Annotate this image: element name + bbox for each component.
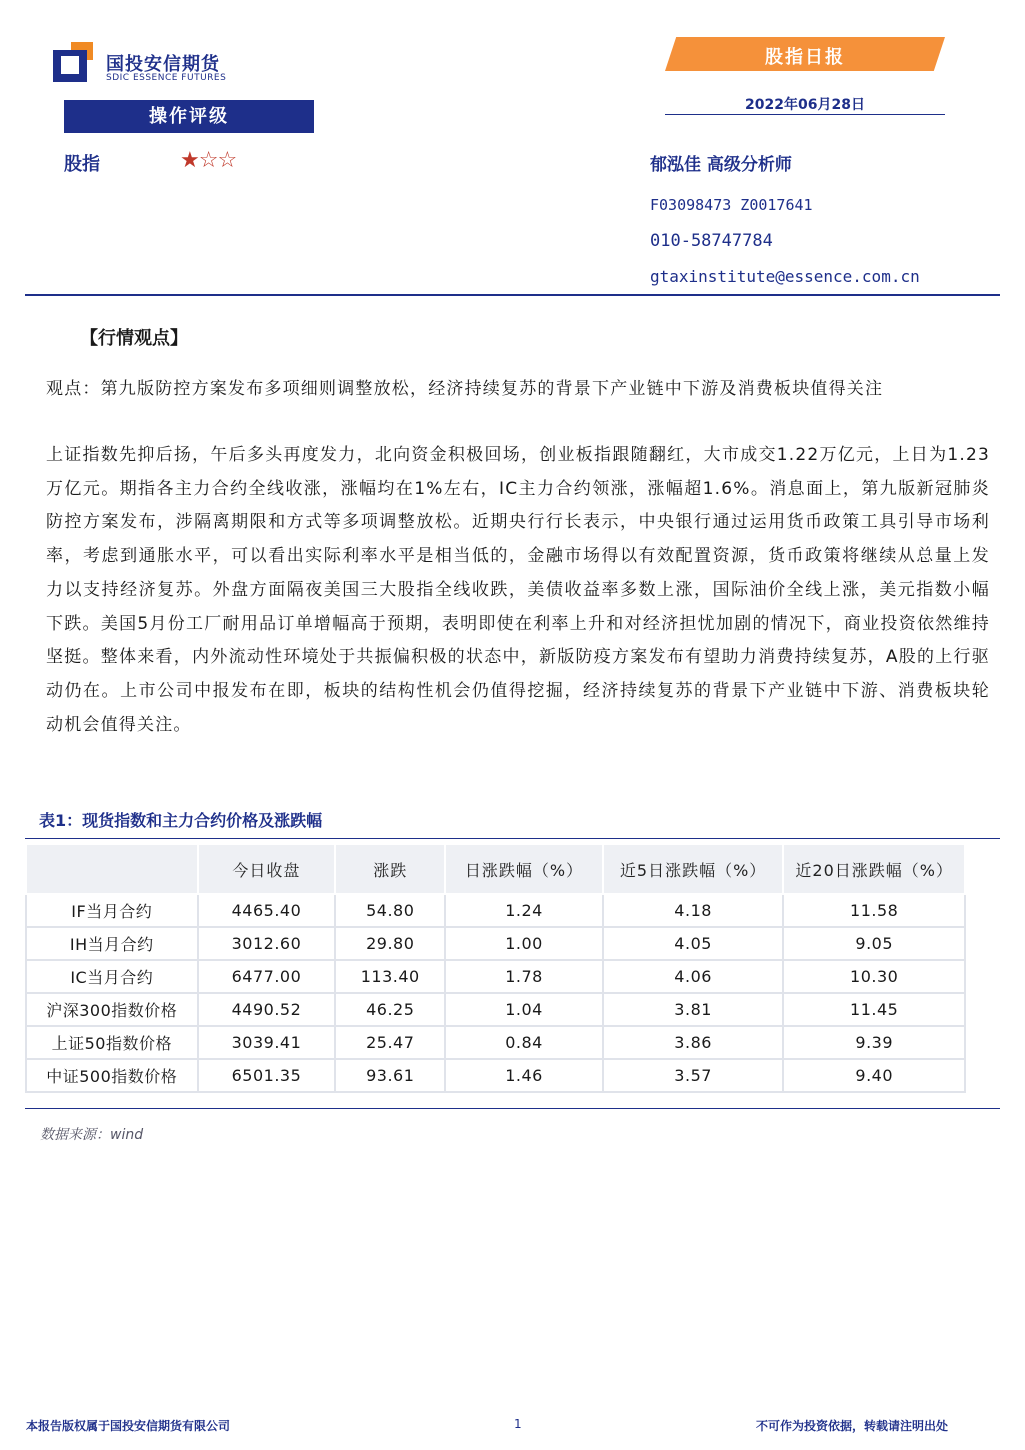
value-cell: 4.06	[603, 960, 784, 993]
table-row	[26, 960, 965, 993]
table-header-cell: 日涨跌幅（%）	[445, 844, 603, 894]
value-cell: 54.80	[335, 894, 445, 927]
rating-stars-icon: ★☆☆	[180, 148, 237, 173]
row-name-cell: IF当月合约	[26, 894, 198, 927]
table-bottom-rule	[25, 1108, 1000, 1109]
header-divider	[25, 294, 1000, 296]
report-type-label: 股指日报	[765, 47, 845, 68]
value-cell: 113.40	[335, 960, 445, 993]
value-cell: 4490.52	[198, 993, 336, 1026]
market-commentary: 上证指数先抑后扬，午后多头再度发力，北向资金积极回场，创业板指跟随翻红，大市成交1.22万亿元，上日为1.23万亿元。期指各主力合约全线收涨，涨幅均在1%左右，IC主力合约领涨，涨幅超1.6%。消息面上，第九版新冠肺炎防控方案发布，涉隔离期限和方式等多项调整放松。近期央行行长表示，中央银行通过运用货币政策工具引导市场利率，考虑到通胀水平，可以看出实际利率水平是相当低的，金融市场得以有效配置资源，货币政策将继续从总量上发力以支持经济复苏。外盘方面隔夜美国三大股指全线收跌，美债收益率多数上涨，国际油价全线上涨，美元指数小幅下跌。美国5月份工厂耐用品订单增幅高于预期，表明即使在利率上升和对经济担忧加剧的情况下，商业投资依然维持坚挺。整体来看，内外流动性环境处于共振偏积极的状态中，新版防疫方案发布有望助力消费持续复苏，A股的上行驱动仍在。上市公司中报发布在即，板块的结构性机会仍值得挖掘，经济持续复苏的背景下产业链中下游、消费板块轮动机会值得关注。	[46, 445, 990, 735]
table-header-cell: 涨跌	[335, 844, 445, 894]
analyst-email-link[interactable]: gtaxinstitute@essence.com.cn	[650, 267, 920, 286]
analyst-phone: 010-58747784	[650, 231, 773, 251]
value-cell: 3.81	[603, 993, 784, 1026]
viewpoint-text: 观点：第九版防控方案发布多项细则调整放松，经济持续复苏的背景下产业链中下游及消费板块值得关注	[46, 379, 884, 399]
value-cell: 1.00	[445, 927, 603, 960]
company-name-cn: 国投安信期货	[106, 54, 220, 75]
value-cell: 3039.41	[198, 1026, 336, 1059]
value-cell: 1.78	[445, 960, 603, 993]
value-cell: 9.40	[783, 1059, 965, 1092]
value-cell: 3012.60	[198, 927, 336, 960]
table-row	[26, 927, 965, 960]
value-cell: 0.84	[445, 1026, 603, 1059]
table-header-cell	[26, 844, 198, 894]
value-cell: 11.45	[783, 993, 965, 1026]
table-row	[26, 993, 965, 1026]
value-cell: 6501.35	[198, 1059, 336, 1092]
footer-disclaimer: 不可作为投资依据，转载请注明出处	[756, 1419, 949, 1433]
price-table	[25, 843, 966, 1093]
table-row	[26, 1026, 965, 1059]
table-header-cell: 近5日涨跌幅（%）	[603, 844, 784, 894]
value-cell: 93.61	[335, 1059, 445, 1092]
report-type-banner	[665, 37, 945, 71]
value-cell: 1.46	[445, 1059, 603, 1092]
table-title: 表1：现货指数和主力合约价格及涨跌幅	[39, 811, 323, 830]
value-cell: 1.24	[445, 894, 603, 927]
value-cell: 1.04	[445, 993, 603, 1026]
company-logo-mark	[53, 42, 97, 82]
value-cell: 4465.40	[198, 894, 336, 927]
section-title: 【行情观点】	[80, 328, 188, 349]
table-top-rule	[25, 838, 1000, 839]
value-cell: 6477.00	[198, 960, 336, 993]
row-name-cell: 沪深300指数价格	[26, 993, 198, 1026]
value-cell: 29.80	[335, 927, 445, 960]
rating-label: 股指	[64, 154, 100, 175]
analyst-name: 郁泓佳 高级分析师	[650, 155, 792, 175]
analyst-license: F03098473 Z0017641	[650, 196, 813, 214]
date-underline	[665, 114, 945, 115]
value-cell: 3.57	[603, 1059, 784, 1092]
report-date: 2022年06月28日	[745, 97, 865, 113]
company-name-en: SDIC ESSENCE FUTURES	[106, 73, 227, 83]
row-name-cell: 上证50指数价格	[26, 1026, 198, 1059]
table-header-row	[26, 844, 965, 894]
value-cell: 25.47	[335, 1026, 445, 1059]
value-cell: 9.39	[783, 1026, 965, 1059]
table-header-cell: 近20日涨跌幅（%）	[783, 844, 965, 894]
footer-copyright: 本报告版权属于国投安信期货有限公司	[26, 1419, 231, 1433]
row-name-cell: IH当月合约	[26, 927, 198, 960]
table-row	[26, 894, 965, 927]
value-cell: 9.05	[783, 927, 965, 960]
value-cell: 4.05	[603, 927, 784, 960]
value-cell: 3.86	[603, 1026, 784, 1059]
value-cell: 10.30	[783, 960, 965, 993]
data-source: 数据来源：wind	[40, 1127, 144, 1143]
table-header-cell: 今日收盘	[198, 844, 336, 894]
page-number: 1	[514, 1417, 522, 1431]
row-name-cell: 中证500指数价格	[26, 1059, 198, 1092]
table-row	[26, 1059, 965, 1092]
row-name-cell: IC当月合约	[26, 960, 198, 993]
rating-title-bar: 操作评级	[64, 100, 314, 133]
value-cell: 46.25	[335, 993, 445, 1026]
value-cell: 11.58	[783, 894, 965, 927]
value-cell: 4.18	[603, 894, 784, 927]
